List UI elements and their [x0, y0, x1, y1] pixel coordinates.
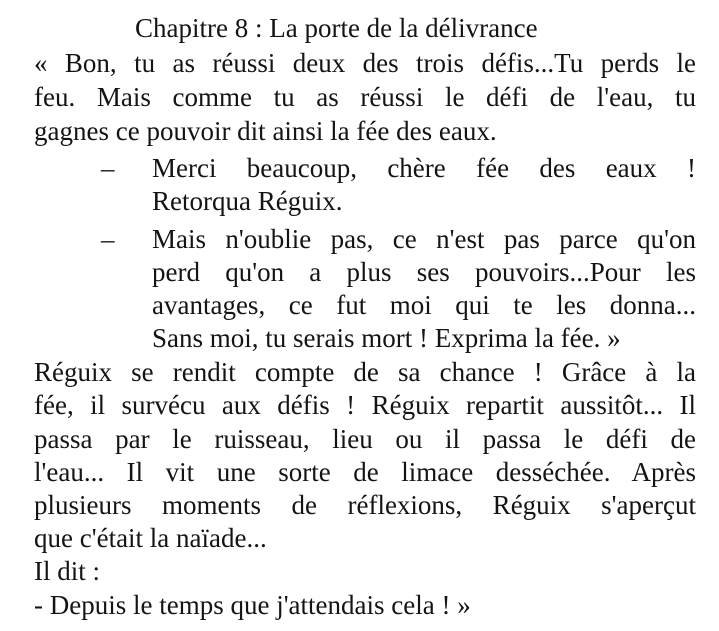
chapter-title: Chapitre 8 : La porte de la délivrance: [135, 13, 538, 43]
text-line: gagnes ce pouvoir dit ainsi la fée des eaux.: [34, 116, 497, 146]
text-line: que c'était la naïade...: [34, 523, 267, 553]
text-line: feu. Mais comme tu as réussi le défi de l'eau, tu: [34, 82, 696, 112]
dialogue-line: perd qu'on a plus ses pouvoirs...Pour les: [152, 257, 696, 287]
dialogue-line: Merci beaucoup, chère fée des eaux !: [152, 153, 696, 183]
text-line: Réguix se rendit compte de sa chance ! Grâce à la: [34, 357, 696, 387]
dialogue-line: Retorqua Réguix.: [152, 186, 343, 216]
text-line: Il dit :: [34, 556, 100, 586]
dialogue-line: Sans moi, tu serais mort ! Exprima la fée. »: [152, 323, 621, 353]
dialogue-dash: –: [101, 153, 115, 183]
text-line: passa par le ruisseau, lieu ou il passa le défi de: [34, 424, 696, 454]
dialogue-line: avantages, ce fut moi qui te les donna...: [152, 290, 696, 320]
text-line: plusieurs moments de réflexions, Réguix s'aperçut: [34, 490, 696, 520]
text-line: - Depuis le temps que j'attendais cela ! »: [34, 590, 471, 620]
text-line: fée, il survécu aux défis ! Réguix repartit aussitôt... Il: [34, 390, 696, 420]
dialogue-dash: –: [101, 224, 115, 254]
dialogue-line: Mais n'oublie pas, ce n'est pas parce qu'on: [152, 224, 696, 254]
text-line: « Bon, tu as réussi deux des trois défis...Tu perds le: [34, 48, 696, 78]
text-line: l'eau... Il vit une sorte de limace desséchée. Après: [34, 457, 696, 487]
